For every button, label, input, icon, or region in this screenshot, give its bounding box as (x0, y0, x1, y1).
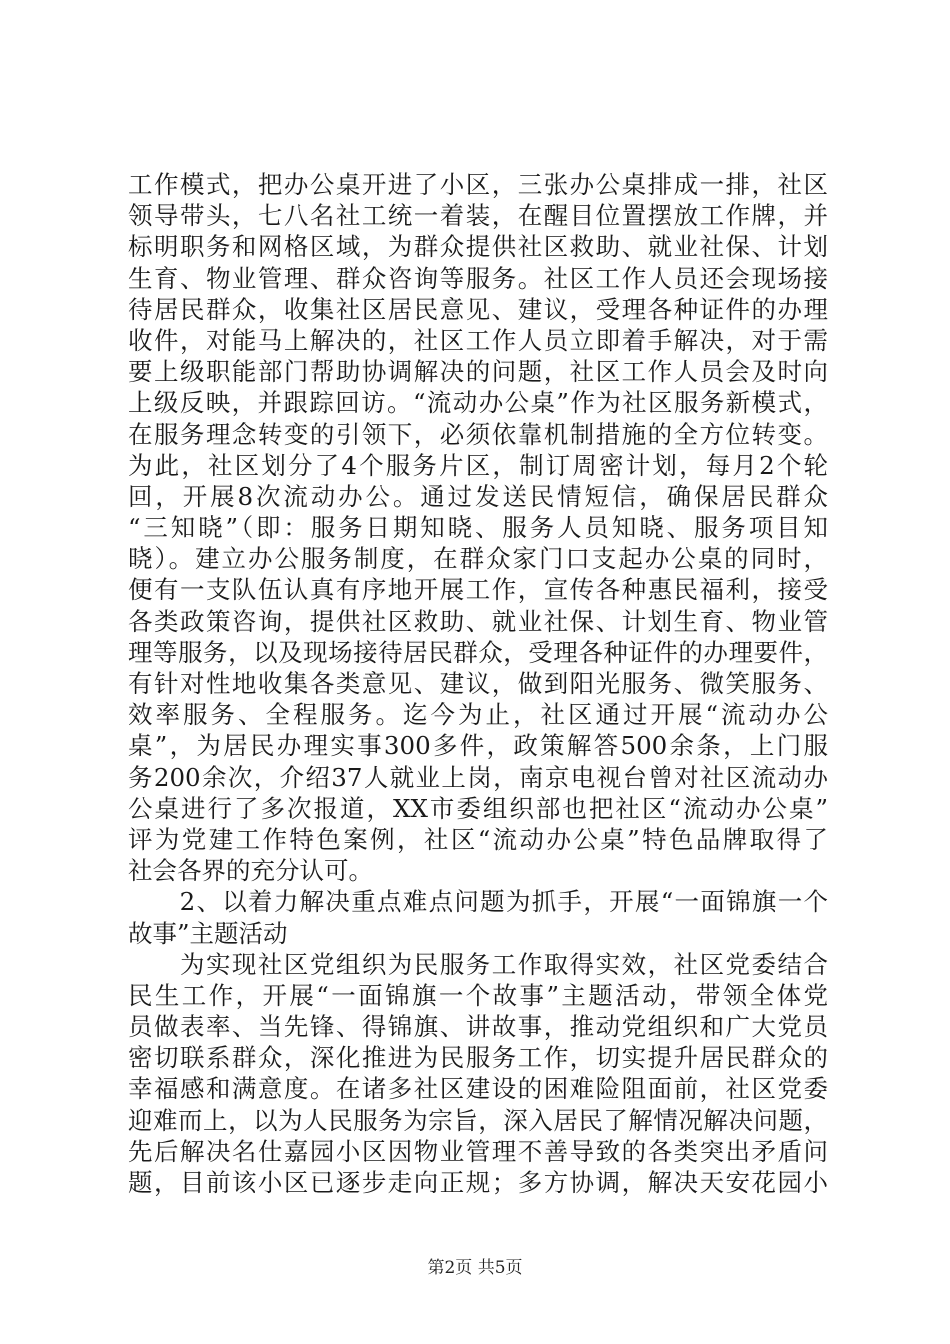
page-number-footer: 第2页 共5页 (427, 1258, 523, 1278)
text-line: 在服务理念转变的引领下，必须依靠机制措施的全方位转变。 (128, 419, 828, 449)
text-line: 晓）。建立办公服务制度，在群众家门口支起办公桌的同时， (128, 544, 828, 574)
text-line: 员做表率、当先锋、得锦旗、讲故事，推动党组织和广大党员 (128, 1012, 828, 1042)
text-line: 为实现社区党组织为民服务工作取得实效，社区党委结合 (128, 949, 828, 979)
text-line: 桌”，为居民办理实事300多件，政策解答500余条，上门服 (128, 731, 828, 761)
text-line: 效率服务、全程服务。迄今为止，社区通过开展“流动办公 (128, 700, 828, 730)
text-line: 迎难而上，以为人民服务为宗旨，深入居民了解情况解决问题， (128, 1105, 828, 1135)
text-line: 评为党建工作特色案例，社区“流动办公桌”特色品牌取得了 (128, 824, 828, 854)
text-line: 为此，社区划分了4个服务片区，制订周密计划，每月2个轮 (128, 450, 828, 480)
text-line: 民生工作，开展“一面锦旗一个故事”主题活动，带领全体党 (128, 980, 828, 1010)
text-line: 幸福感和满意度。在诸多社区建设的困难险阻面前，社区党委 (128, 1074, 828, 1104)
text-line: 待居民群众，收集社区居民意见、建议，受理各种证件的办理 (128, 294, 828, 324)
heading-line: 故事”主题活动 (128, 918, 288, 948)
paragraph-2 (128, 949, 828, 1199)
text-line: 领导带头，七八名社工统一着装，在醒目位置摆放工作牌，并 (128, 201, 828, 231)
text-line: 回，开展8次流动办公。通过发送民情短信，确保居民群众 (128, 481, 828, 511)
text-line: “三知晓”（即：服务日期知晓、服务人员知晓、服务项目知 (128, 513, 828, 543)
text-line: 标明职务和网格区域，为群众提供社区救助、就业社保、计划 (128, 232, 828, 262)
text-line: 有针对性地收集各类意见、建议，做到阳光服务、微笑服务、 (128, 669, 828, 698)
text-line: 理等服务，以及现场接待居民群众，受理各种证件的办理要件， (128, 637, 828, 667)
text-line: 便有一支队伍认真有序地开展工作，宣传各种惠民福利，接受 (128, 575, 828, 605)
text-line: 公桌进行了多次报道，XX市委组织部也把社区“流动办公桌” (128, 793, 828, 823)
text-line: 工作模式，把办公桌开进了小区，三张办公桌排成一排，社区 (128, 170, 828, 199)
text-line: 生育、物业管理、群众咨询等服务。社区工作人员还会现场接 (128, 263, 828, 293)
text-line: 要上级职能部门帮助协调解决的问题，社区工作人员会及时向 (128, 357, 828, 387)
text-line: 各类政策咨询，提供社区救助、就业社保、计划生育、物业管 (128, 606, 828, 636)
document-body (128, 169, 828, 1198)
paragraph-1 (128, 169, 828, 886)
section-heading (128, 886, 828, 948)
text-line: 密切联系群众，深化推进为民服务工作，切实提升居民群众的 (128, 1043, 828, 1073)
text-line: 务200余次，介绍37人就业上岗，南京电视台曾对社区流动办 (128, 762, 828, 792)
text-line: 先后解决名仕嘉园小区因物业管理不善导致的各类突出矛盾问 (128, 1136, 828, 1166)
text-line: 上级反映，并跟踪回访。“流动办公桌”作为社区服务新模式， (128, 388, 828, 418)
text-line: 社会各界的充分认可。 (128, 856, 373, 886)
text-line: 收件，对能马上解决的，社区工作人员立即着手解决，对于需 (128, 325, 828, 355)
heading-line: 2、以着力解决重点难点问题为抓手，开展“一面锦旗一个 (128, 887, 828, 917)
text-line: 题，目前该小区已逐步走向正规；多方协调，解决天安花园小 (128, 1168, 828, 1197)
